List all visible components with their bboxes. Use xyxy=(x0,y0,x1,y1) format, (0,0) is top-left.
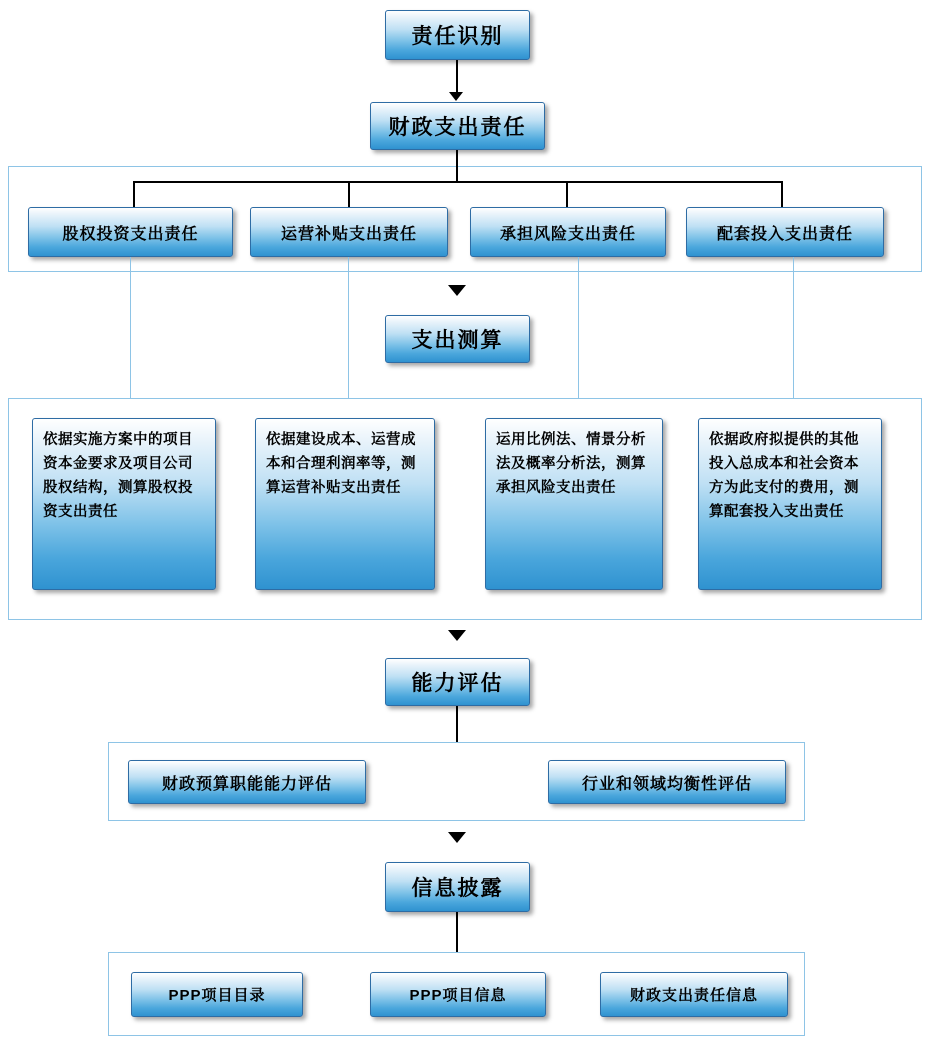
link-vertical-light xyxy=(348,257,349,398)
node-label: 依据建设成本、运营成本和合理利润率等，测算运营补贴支出责任 xyxy=(266,432,416,496)
node-label: 承担风险支出责任 xyxy=(499,225,636,243)
node-measurement-3[interactable] xyxy=(698,418,882,590)
arrow-down-icon xyxy=(449,92,463,101)
node-capacity-assessment[interactable] xyxy=(385,658,530,706)
node-responsibility-3[interactable] xyxy=(686,207,884,257)
node-assessment-1[interactable] xyxy=(548,760,786,804)
node-label: 能力评估 xyxy=(411,672,504,695)
node-information-disclosure[interactable] xyxy=(385,862,530,912)
node-measurement-1[interactable] xyxy=(255,418,435,590)
arrow-down-icon xyxy=(448,630,466,641)
node-label: PPP项目信息 xyxy=(409,987,507,1004)
node-assessment-0[interactable] xyxy=(128,760,366,804)
node-disclosure-0[interactable] xyxy=(131,972,303,1017)
node-label: 依据实施方案中的项目资本金要求及项目公司股权结构，测算股权投资支出责任 xyxy=(43,432,193,520)
node-disclosure-2[interactable] xyxy=(600,972,788,1017)
node-responsibility-identification[interactable] xyxy=(385,10,530,60)
node-expenditure-measurement[interactable] xyxy=(385,315,530,363)
node-label: 股权投资支出责任 xyxy=(62,225,199,243)
connector-horizontal-bus xyxy=(133,181,781,183)
connector-vertical xyxy=(456,912,458,952)
node-responsibility-1[interactable] xyxy=(250,207,448,257)
arrow-down-icon xyxy=(448,285,466,296)
connector-vertical xyxy=(348,181,350,207)
link-vertical-light xyxy=(578,257,579,398)
connector-vertical xyxy=(456,60,458,93)
node-label: 财政支出责任信息 xyxy=(629,987,758,1004)
node-label: 财政支出责任 xyxy=(388,116,527,139)
node-label: 依据政府拟提供的其他投入总成本和社会资本方为此支付的费用，测算配套投入支出责任 xyxy=(709,432,859,520)
node-label: 运营补贴支出责任 xyxy=(280,225,417,243)
node-label: 运用比例法、情景分析法及概率分析法，测算承担风险支出责任 xyxy=(496,432,646,496)
link-vertical-light xyxy=(130,257,131,398)
connector-vertical xyxy=(456,150,458,182)
connector-vertical xyxy=(456,706,458,742)
node-measurement-0[interactable] xyxy=(32,418,216,590)
node-label: 责任识别 xyxy=(411,25,504,48)
node-label: 行业和领域均衡性评估 xyxy=(581,775,752,793)
node-label: 支出测算 xyxy=(411,329,504,352)
link-vertical-light xyxy=(793,257,794,398)
arrow-down-icon xyxy=(448,832,466,843)
connector-vertical xyxy=(133,181,135,207)
node-measurement-2[interactable] xyxy=(485,418,663,590)
node-disclosure-1[interactable] xyxy=(370,972,546,1017)
connector-vertical xyxy=(566,181,568,207)
node-label: 信息披露 xyxy=(411,877,504,900)
node-label: 配套投入支出责任 xyxy=(716,225,853,243)
node-responsibility-0[interactable] xyxy=(28,207,233,257)
node-responsibility-2[interactable] xyxy=(470,207,666,257)
node-label: PPP项目目录 xyxy=(168,987,266,1004)
node-label: 财政预算职能能力评估 xyxy=(161,775,332,793)
node-fiscal-expenditure-responsibility[interactable] xyxy=(370,102,545,150)
connector-vertical xyxy=(781,181,783,207)
